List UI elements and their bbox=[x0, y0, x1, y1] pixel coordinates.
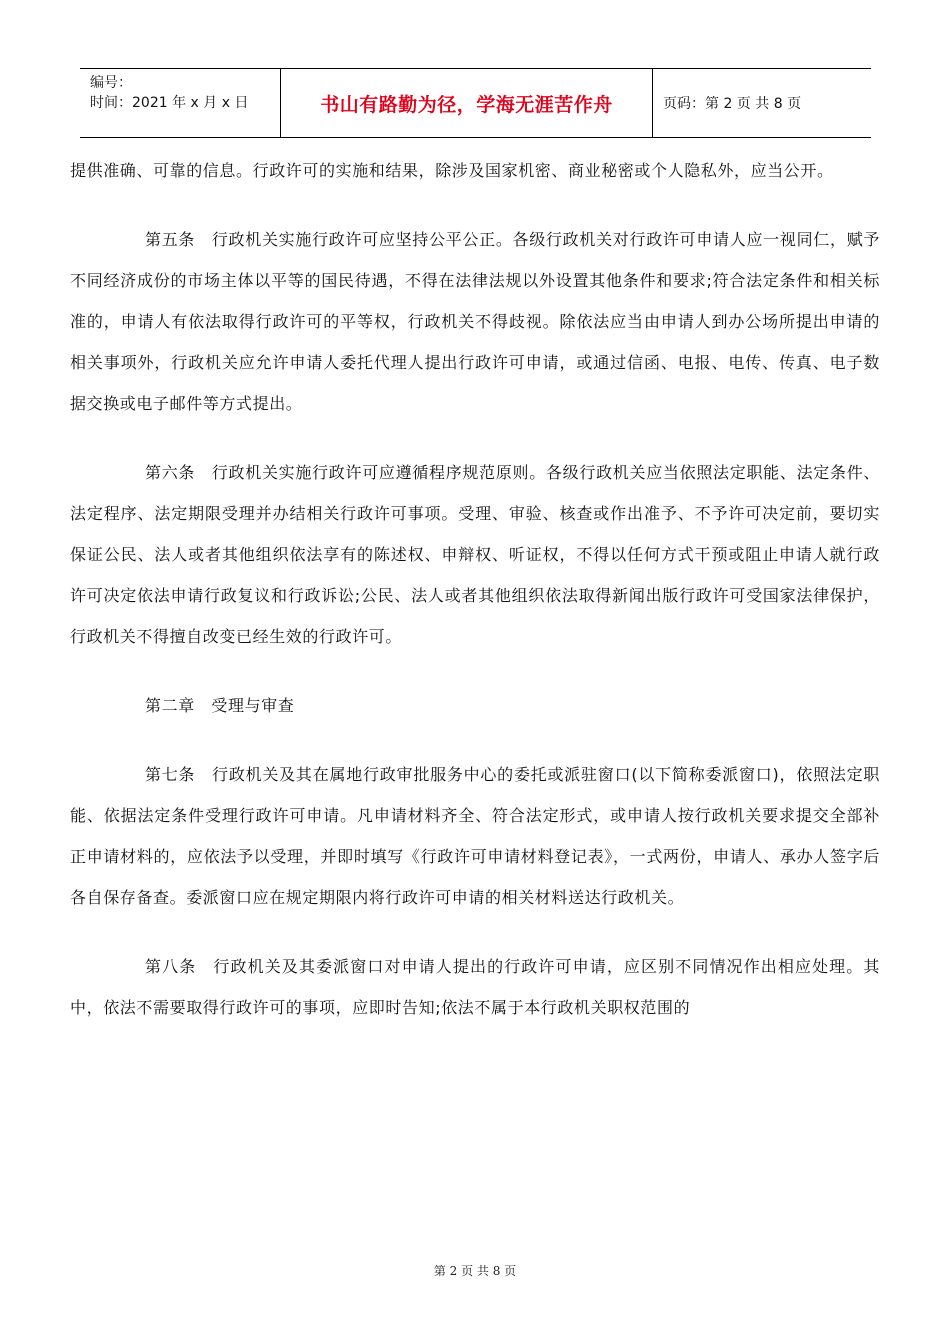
motto-text: 书山有路勤为径，学海无涯苦作舟 bbox=[320, 93, 613, 116]
document-header bbox=[80, 68, 871, 138]
page-info-cell bbox=[653, 69, 871, 137]
article-7: 第七条 行政机关及其在属地行政审批服务中心的委托或派驻窗口(以下简称委派窗口)，依照法定职能、依据法定条件受理行政许可申请。凡申请材料齐全、符合法定形式，或申请人按行政机关要求提交全部补正申请材料的，应依法予以受理，并即时填写《行政许可申请材料登记表》，一式两份，申请人、承办人签字后各自保存备查。委派窗口应在规定期限内将行政许可申请的相关材料送达行政机关。 bbox=[70, 765, 880, 907]
article-5: 第五条 行政机关实施行政许可应坚持公平公正。各级行政机关对行政许可申请人应一视同仁，赋予不同经济成份的市场主体以平等的国民待遇，不得在法律法规以外设置其他条件和要求;符合法定条件和相关标准的，申请人有依法取得行政许可的平等权，行政机关不得歧视。除依法应当由申请人到办公场所提出申请的相关事项外，行政机关应允许申请人委托代理人提出行政许可申请，或通过信函、电报、电传、传真、电子数据交换或电子邮件等方式提出。 bbox=[70, 230, 880, 413]
paragraph-continued: 提供准确、可靠的信息。行政许可的实施和结果，除涉及国家机密、商业秘密或个人隐私外，应当公开。 bbox=[70, 161, 834, 180]
motto-cell bbox=[281, 69, 653, 137]
time-label: 时间：2021 年 x 月 x 日 bbox=[90, 95, 249, 111]
chapter-2-heading: 第二章 受理与审查 bbox=[145, 696, 295, 715]
header-meta-cell bbox=[80, 69, 281, 137]
document-body bbox=[70, 150, 880, 1056]
page-info-text: 页码：第 2 页 共 8 页 bbox=[663, 96, 802, 112]
article-8: 第八条 行政机关及其委派窗口对申请人提出的行政许可申请，应区别不同情况作出相应处理。其中，依法不需要取得行政许可的事项，应即时告知;依法不属于本行政机关职权范围的 bbox=[70, 957, 880, 1017]
number-label: 编号： bbox=[90, 75, 132, 91]
article-6: 第六条 行政机关实施行政许可应遵循程序规范原则。各级行政机关应当依照法定职能、法定条件、法定程序、法定期限受理并办结相关行政许可事项。受理、审验、核查或作出准予、不予许可决定前，要切实保证公民、法人或者其他组织依法享有的陈述权、申辩权、听证权，不得以任何方式干预或阻止申请人就行政许可决定依法申请行政复议和行政诉讼;公民、法人或者其他组织依法取得新闻出版行政许可受国家法律保护，行政机关不得擅自改变已经生效的行政许可。 bbox=[70, 463, 880, 646]
page-footer: 第 2 页 共 8 页 bbox=[433, 1264, 517, 1278]
